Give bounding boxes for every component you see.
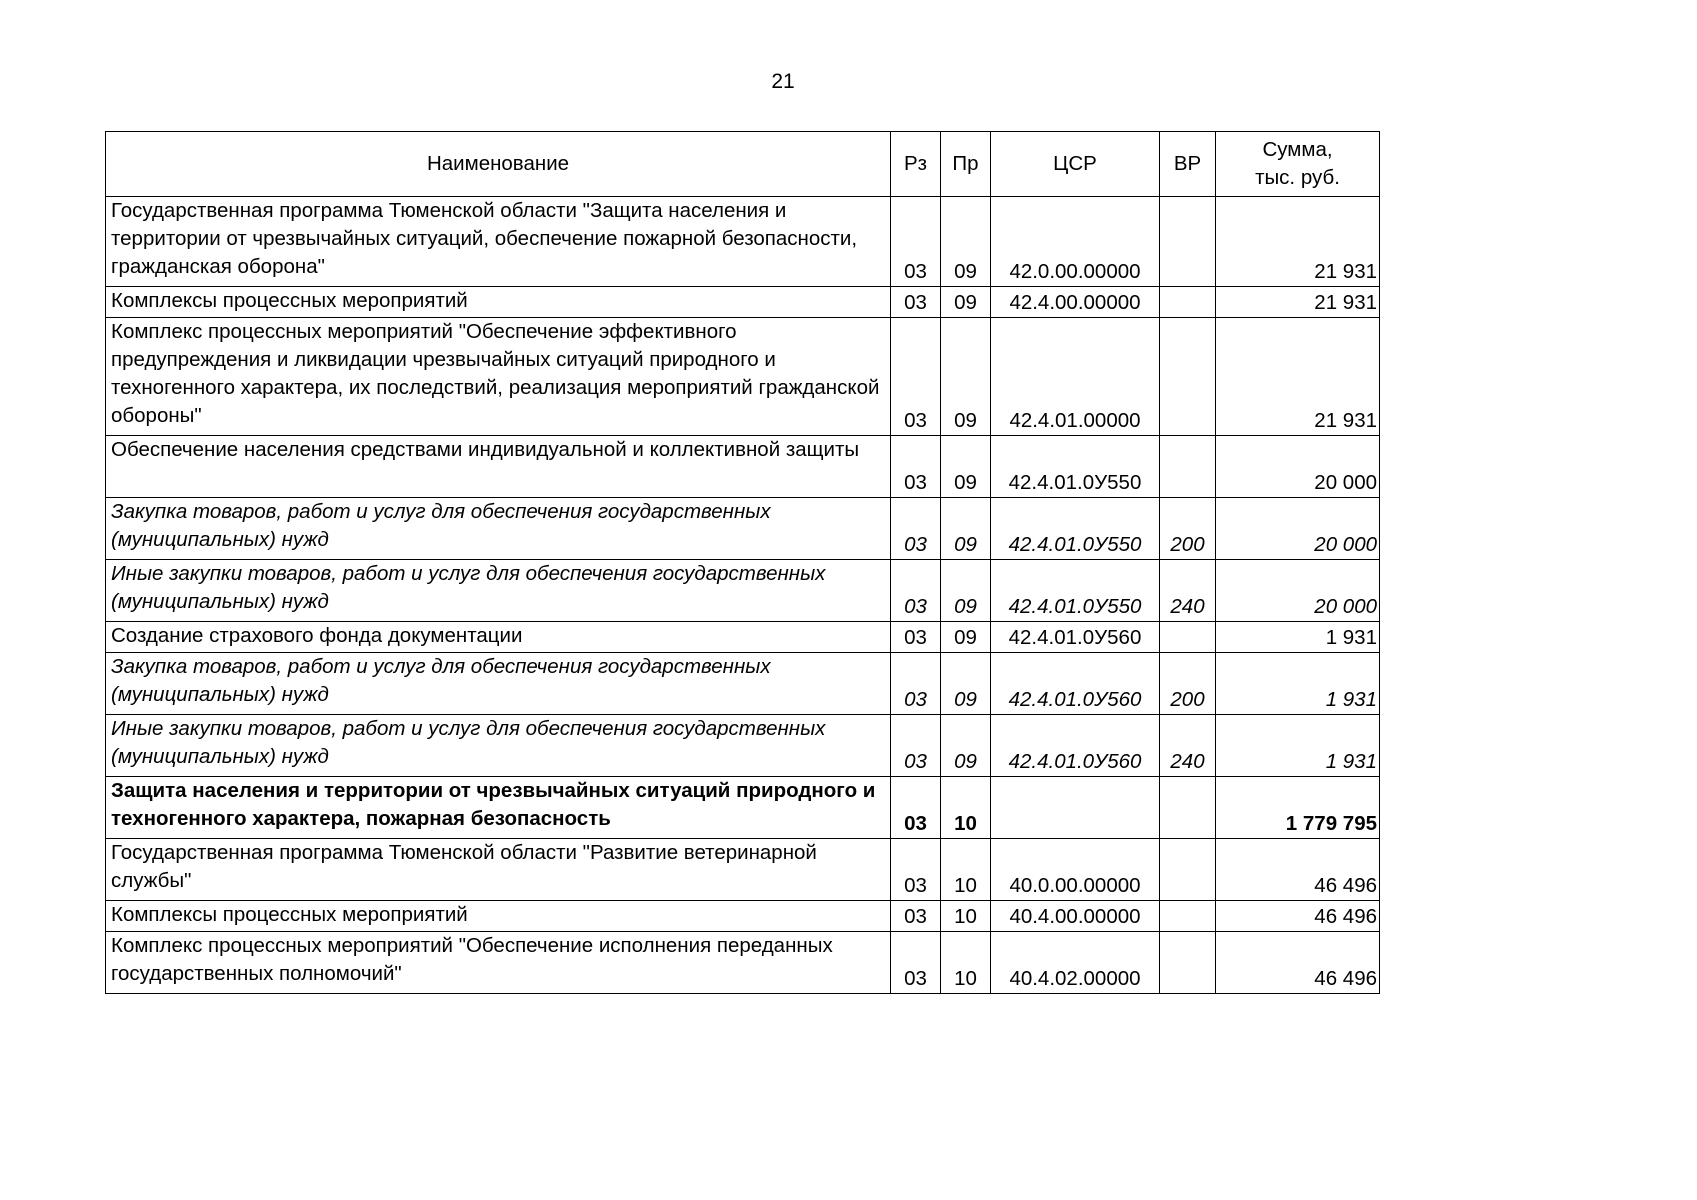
header-csr: ЦСР (991, 132, 1160, 197)
cell-name: Закупка товаров, работ и услуг для обеспечения государственных (муниципальных) нужд (106, 498, 891, 560)
cell-pr: 09 (941, 498, 991, 560)
cell-csr: 42.0.00.00000 (991, 197, 1160, 287)
table-row (106, 653, 1380, 715)
cell-pr: 10 (941, 777, 991, 839)
cell-csr: 42.4.01.00000 (991, 318, 1160, 436)
cell-rz: 03 (891, 839, 941, 901)
cell-rz: 03 (891, 436, 941, 498)
cell-name: Комплексы процессных мероприятий (106, 901, 891, 932)
cell-sum: 20 000 (1216, 560, 1380, 622)
cell-csr: 42.4.01.0У550 (991, 560, 1160, 622)
cell-pr: 10 (941, 932, 991, 994)
cell-name: Обеспечение населения средствами индивидуальной и коллективной защиты (106, 436, 891, 498)
cell-rz: 03 (891, 622, 941, 653)
cell-vr (1160, 932, 1216, 994)
cell-sum: 46 496 (1216, 839, 1380, 901)
cell-vr (1160, 622, 1216, 653)
cell-rz: 03 (891, 715, 941, 777)
cell-sum: 1 779 795 (1216, 777, 1380, 839)
cell-sum: 21 931 (1216, 287, 1380, 318)
cell-sum: 46 496 (1216, 901, 1380, 932)
table-row (106, 436, 1380, 498)
cell-csr: 40.4.00.00000 (991, 901, 1160, 932)
cell-sum: 21 931 (1216, 318, 1380, 436)
cell-vr: 240 (1160, 715, 1216, 777)
header-sum-line2: тыс. руб. (1255, 166, 1340, 189)
cell-rz: 03 (891, 197, 941, 287)
header-vr: ВР (1160, 132, 1216, 197)
cell-sum: 21 931 (1216, 197, 1380, 287)
cell-csr: 42.4.01.0У560 (991, 715, 1160, 777)
cell-vr (1160, 287, 1216, 318)
cell-name: Комплекс процессных мероприятий "Обеспечение эффективного предупреждения и ликвидации чрезвычайных ситуаций природного и техногенного характера, их последствий, реализация мероприятий гражданской обороны" (106, 318, 891, 436)
table-row (106, 498, 1380, 560)
header-sum-line1: Сумма, (1262, 138, 1333, 161)
cell-pr: 09 (941, 653, 991, 715)
budget-table (105, 131, 1380, 994)
cell-pr: 10 (941, 901, 991, 932)
table-row (106, 839, 1380, 901)
cell-rz: 03 (891, 287, 941, 318)
cell-vr (1160, 839, 1216, 901)
cell-name: Защита населения и территории от чрезвычайных ситуаций природного и техногенного характера, пожарная безопасность (106, 777, 891, 839)
cell-pr: 09 (941, 560, 991, 622)
table-row (106, 287, 1380, 318)
cell-vr: 240 (1160, 560, 1216, 622)
cell-sum: 1 931 (1216, 715, 1380, 777)
cell-csr: 40.4.02.00000 (991, 932, 1160, 994)
cell-pr: 10 (941, 839, 991, 901)
cell-rz: 03 (891, 653, 941, 715)
cell-name: Иные закупки товаров, работ и услуг для обеспечения государственных (муниципальных) нужд (106, 560, 891, 622)
cell-pr: 09 (941, 715, 991, 777)
cell-vr (1160, 436, 1216, 498)
cell-csr: 40.0.00.00000 (991, 839, 1160, 901)
cell-name: Иные закупки товаров, работ и услуг для обеспечения государственных (муниципальных) нужд (106, 715, 891, 777)
cell-name: Закупка товаров, работ и услуг для обеспечения государственных (муниципальных) нужд (106, 653, 891, 715)
cell-rz: 03 (891, 932, 941, 994)
cell-pr: 09 (941, 318, 991, 436)
cell-rz: 03 (891, 498, 941, 560)
cell-csr: 42.4.01.0У550 (991, 436, 1160, 498)
header-sum (1216, 132, 1380, 197)
cell-csr (991, 777, 1160, 839)
header-rz: Рз (891, 132, 941, 197)
table-row (106, 560, 1380, 622)
table-row (106, 901, 1380, 932)
cell-csr: 42.4.00.00000 (991, 287, 1160, 318)
cell-sum: 1 931 (1216, 622, 1380, 653)
header-pr: Пр (941, 132, 991, 197)
cell-name: Государственная программа Тюменской области "Развитие ветеринарной службы" (106, 839, 891, 901)
table-row (106, 715, 1380, 777)
cell-vr: 200 (1160, 653, 1216, 715)
cell-sum: 46 496 (1216, 932, 1380, 994)
cell-rz: 03 (891, 777, 941, 839)
cell-pr: 09 (941, 622, 991, 653)
table-row (106, 318, 1380, 436)
table-row (106, 777, 1380, 839)
cell-csr: 42.4.01.0У560 (991, 653, 1160, 715)
cell-name: Государственная программа Тюменской области "Защита населения и территории от чрезвычайных ситуаций, обеспечение пожарной безопасности, гражданская оборона" (106, 197, 891, 287)
cell-vr (1160, 777, 1216, 839)
cell-vr (1160, 197, 1216, 287)
page-number: 21 (771, 70, 795, 93)
cell-name: Создание страхового фонда документации (106, 622, 891, 653)
cell-sum: 20 000 (1216, 498, 1380, 560)
cell-pr: 09 (941, 436, 991, 498)
cell-vr (1160, 318, 1216, 436)
table-row (106, 622, 1380, 653)
table-body (106, 197, 1380, 994)
cell-csr: 42.4.01.0У560 (991, 622, 1160, 653)
cell-sum: 1 931 (1216, 653, 1380, 715)
cell-rz: 03 (891, 901, 941, 932)
table-row (106, 197, 1380, 287)
cell-sum: 20 000 (1216, 436, 1380, 498)
cell-rz: 03 (891, 318, 941, 436)
cell-vr: 200 (1160, 498, 1216, 560)
cell-pr: 09 (941, 197, 991, 287)
cell-name: Комплекс процессных мероприятий "Обеспечение исполнения переданных государственных полномочий" (106, 932, 891, 994)
cell-vr (1160, 901, 1216, 932)
cell-pr: 09 (941, 287, 991, 318)
cell-rz: 03 (891, 560, 941, 622)
table-row (106, 932, 1380, 994)
header-name: Наименование (106, 132, 891, 197)
table-header-row (106, 132, 1380, 197)
cell-name: Комплексы процессных мероприятий (106, 287, 891, 318)
cell-csr: 42.4.01.0У550 (991, 498, 1160, 560)
